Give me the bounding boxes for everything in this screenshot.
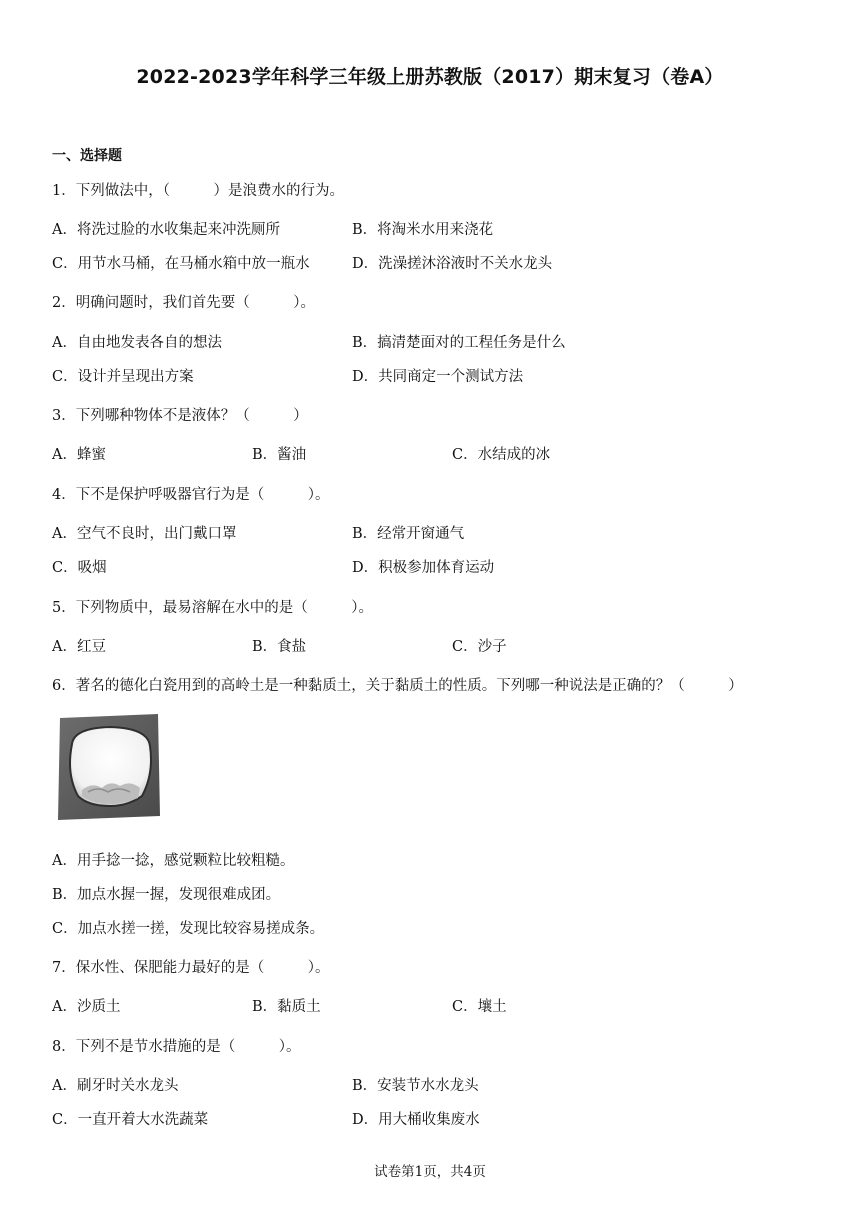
question-3-option-a: A．蜂蜜: [52, 447, 106, 463]
question-1-option-b: B．将淘米水用来浇花: [352, 222, 494, 238]
question-7-option-b: B．黏质土: [252, 999, 321, 1015]
question-4-stem: 4．下不是保护呼吸器官行为是（ ）。: [52, 487, 330, 503]
question-8-option-c: C．一直开着大水洗蔬菜: [52, 1112, 209, 1128]
question-2-stem: 2．明确问题时，我们首先要（ ）。: [52, 295, 315, 311]
section-heading: 一、选择题: [52, 148, 122, 164]
question-8-option-d: D．用大桶收集废水: [352, 1112, 480, 1128]
page-title: 2022-2023学年科学三年级上册苏教版（2017）期末复习（卷A）: [136, 66, 724, 88]
question-1-option-d: D．洗澡搓沐浴液时不关水龙头: [352, 256, 553, 272]
question-2-option-c: C．设计并呈现出方案: [52, 369, 194, 385]
question-1-option-a: A．将洗过脸的水收集起来冲洗厕所: [52, 222, 280, 238]
question-5-option-b: B．食盐: [252, 639, 307, 655]
page-footer: 试卷第1页，共4页: [374, 1164, 486, 1180]
question-8-option-a: A．刷牙时关水龙头: [52, 1078, 179, 1094]
question-2-option-d: D．共同商定一个测试方法: [352, 369, 524, 385]
question-5-stem: 5．下列物质中，最易溶解在水中的是（ ）。: [52, 600, 373, 616]
question-6-option-b: B．加点水握一握，发现很难成团。: [52, 887, 281, 903]
question-6-stem: 6．著名的德化白瓷用到的高岭土是一种黏质土，关于黏质土的性质。下列哪一种说法是正确的？（ ）: [52, 678, 743, 694]
question-4-option-b: B．经常开窗通气: [352, 526, 465, 542]
question-2-option-b: B．搞清楚面对的工程任务是什么: [352, 335, 566, 351]
question-4-option-d: D．积极参加体育运动: [352, 560, 495, 576]
question-3-option-b: B．酱油: [252, 447, 307, 463]
question-8-option-b: B．安装节水水龙头: [352, 1078, 479, 1094]
question-2-option-a: A．自由地发表各自的想法: [52, 335, 222, 351]
question-7-stem: 7．保水性、保肥能力最好的是（ ）。: [52, 960, 330, 976]
question-3-stem: 3．下列哪种物体不是液体？（ ）: [52, 408, 308, 424]
question-5-option-a: A．红豆: [52, 639, 106, 655]
question-1-stem: 1．下列做法中，（ ）是浪费水的行为。: [52, 183, 344, 199]
question-7-option-a: A．沙质土: [52, 999, 121, 1015]
question-8-stem: 8．下列不是节水措施的是（ ）。: [52, 1039, 301, 1055]
question-6-option-c: C．加点水搓一搓，发现比较容易搓成条。: [52, 921, 325, 937]
question-4-option-c: C．吸烟: [52, 560, 107, 576]
porcelain-photo: [58, 714, 162, 820]
question-4-option-a: A．空气不良时，出门戴口罩: [52, 526, 237, 542]
question-5-option-c: C．沙子: [452, 639, 507, 655]
question-7-option-c: C．壤土: [452, 999, 507, 1015]
question-6-option-a: A．用手捻一捻，感觉颗粒比较粗糙。: [52, 853, 295, 869]
question-1-option-c: C．用节水马桶，在马桶水箱中放一瓶水: [52, 256, 310, 272]
question-3-option-c: C．水结成的冰: [452, 447, 551, 463]
